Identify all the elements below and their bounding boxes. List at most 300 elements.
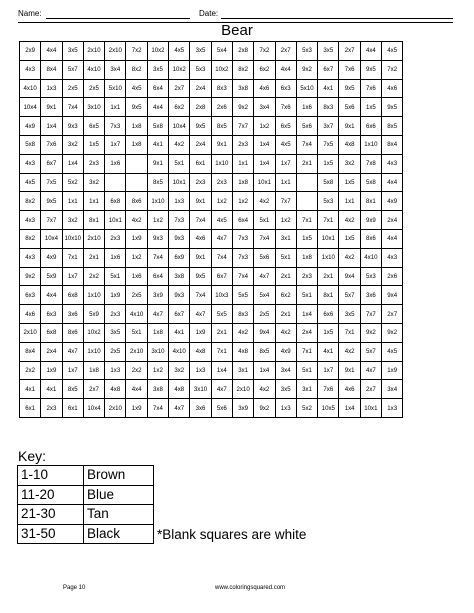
grid-cell: 9x2 [382,323,403,342]
grid-cell: 8x2 [20,192,41,211]
grid-cell: 1x3 [190,361,211,380]
grid-cell: 2x5 [105,342,126,361]
grid-cell: 3x4 [275,361,296,380]
grid-cell: 4x10 [83,60,104,79]
grid-cell: 2x8 [190,98,211,117]
key-row [18,524,154,544]
grid-cell: 7x7 [275,192,296,211]
grid-cell: 9x5 [126,98,147,117]
grid-cell: 3x2 [83,173,104,192]
grid-cell: 1x5 [339,173,360,192]
grid-row [20,98,403,117]
grid-cell: 4x10 [20,79,41,98]
grid-cell: 4x6 [20,305,41,324]
grid-cell: 4x1 [41,380,62,399]
grid-cell: 7x5 [318,135,339,154]
grid-cell: 2x5 [83,79,104,98]
grid-row [20,361,403,380]
grid-cell: 5x10 [296,79,317,98]
grid-cell: 4x4 [126,380,147,399]
grid-cell: 10x1 [169,173,190,192]
grid-cell: 1x1 [275,173,296,192]
grid-cell: 1x4 [211,361,232,380]
grid-cell: 8x2 [232,60,253,79]
grid-cell: 8x5 [254,342,275,361]
grid-row [20,305,403,324]
grid-cell: 1x6 [105,154,126,173]
grid-cell: 10x2 [211,60,232,79]
grid-cell: 4x3 [20,154,41,173]
grid-cell: 4x6 [382,79,403,98]
grid-cell: 2x10 [105,399,126,418]
grid-cell: 10x4 [169,117,190,136]
grid-cell: 3x8 [232,79,253,98]
grid-cell: 9x3 [169,286,190,305]
key-range: 21-30 [18,505,84,525]
grid-cell: 6x1 [190,154,211,173]
grid-cell: 7x5 [41,173,62,192]
grid-cell: 7x6 [339,60,360,79]
grid-cell: 1x5 [318,323,339,342]
grid-cell: 5x5 [232,286,253,305]
grid-cell: 4x6 [190,229,211,248]
grid-cell: 5x10 [105,79,126,98]
grid-cell: 4x7 [169,399,190,418]
grid-cell: 7x1 [296,211,317,230]
grid-cell: 6x2 [254,60,275,79]
key-range: 11-20 [18,485,84,505]
grid-cell: 4x7 [147,305,168,324]
grid-cell: 1x2 [254,117,275,136]
grid-cell: 2x8 [232,42,253,61]
grid-cell: 2x4 [190,135,211,154]
grid-cell: 7x4 [296,135,317,154]
grid-cell: 3x5 [190,42,211,61]
grid-cell: 6x2 [169,98,190,117]
grid-cell: 1x5 [318,154,339,173]
grid-cell: 7x1 [62,248,83,267]
grid-cell: 3x1 [275,229,296,248]
grid-cell: 9x3 [62,117,83,136]
grid-cell: 5x1 [296,286,317,305]
grid-cell: 4x9 [382,192,403,211]
grid-cell: 8x2 [126,60,147,79]
grid-cell: 3x6 [360,286,381,305]
grid-cell: 6x7 [318,60,339,79]
grid-row [20,42,403,61]
grid-cell: 7x1 [318,211,339,230]
grid-cell: 3x10 [83,98,104,117]
grid-cell: 5x8 [20,135,41,154]
grid-cell: 4x3 [382,248,403,267]
grid-cell: 5x6 [296,117,317,136]
grid-cell: 9x3 [147,229,168,248]
grid-cell: 4x8 [190,342,211,361]
grid-cell: 2x3 [211,173,232,192]
grid-cell: 6x5 [83,117,104,136]
grid-cell: 4x2 [339,211,360,230]
grid-cell: 5x4 [254,286,275,305]
grid-row [20,173,403,192]
grid-cell: 1x5 [360,98,381,117]
grid-cell: 1x7 [105,135,126,154]
grid-cell: 4x3 [20,248,41,267]
site-url: www.coloringsquared.com [215,585,286,591]
grid-cell: 1x6 [296,98,317,117]
grid-cell: 8x1 [360,192,381,211]
grid-cell: 4x8 [339,135,360,154]
grid-cell-blank [126,154,147,173]
grid-cell: 1x8 [232,173,253,192]
grid-cell: 7x6 [41,135,62,154]
grid-cell: 8x4 [41,60,62,79]
grid-cell: 4x8 [169,380,190,399]
grid-cell: 7x3 [232,229,253,248]
grid-cell: 3x6 [190,399,211,418]
grid-cell: 1x3 [105,361,126,380]
grid-cell: 5x3 [360,267,381,286]
color-key [17,465,154,544]
grid-cell: 9x1 [211,135,232,154]
grid-cell: 7x3 [232,248,253,267]
grid-cell: 7x4 [62,98,83,117]
grid-cell: 8x4 [20,342,41,361]
grid-cell: 4x1 [318,79,339,98]
grid-cell: 1x4 [339,399,360,418]
grid-cell: 8x4 [382,135,403,154]
grid-cell: 1x7 [62,267,83,286]
grid-cell: 1x9 [126,399,147,418]
grid-cell: 1x2 [232,192,253,211]
grid-cell: 4x2 [126,211,147,230]
grid-cell: 7x7 [232,117,253,136]
grid-cell: 3x9 [147,286,168,305]
grid-cell: 10x1 [105,211,126,230]
grid-cell: 10x5 [318,399,339,418]
grid-cell: 10x4 [41,229,62,248]
grid-row [20,342,403,361]
grid-cell: 1x7 [275,154,296,173]
grid-cell: 5x7 [339,286,360,305]
grid-cell: 5x6 [254,248,275,267]
grid-cell: 4x2 [232,323,253,342]
grid-cell: 9x2 [296,60,317,79]
grid-cell: 7x4 [190,286,211,305]
grid-cell: 1x9 [190,323,211,342]
grid-cell: 1x8 [126,117,147,136]
grid-cell: 2x1 [275,267,296,286]
grid-cell: 1x1 [62,192,83,211]
grid-row [20,267,403,286]
name-label: Name: [18,9,42,18]
grid-cell: 7x6 [360,79,381,98]
grid-cell: 10x10 [62,229,83,248]
grid-cell: 8x3 [211,79,232,98]
grid-cell: 1x10 [318,248,339,267]
grid-cell: 7x4 [190,211,211,230]
grid-cell: 2x1 [296,154,317,173]
grid-cell: 6x4 [147,79,168,98]
grid-cell: 4x4 [382,229,403,248]
grid-cell: 1x1 [105,98,126,117]
grid-cell: 1x9 [382,361,403,380]
grid-cell: 2x3 [190,173,211,192]
grid-cell: 4x5 [382,42,403,61]
grid-cell: 1x5 [339,229,360,248]
grid-cell-blank [126,173,147,192]
grid-cell: 9x1 [190,248,211,267]
grid-cell: 4x7 [211,380,232,399]
coloring-grid [19,41,403,418]
grid-cell: 5x1 [169,154,190,173]
grid-cell: 2x10 [83,229,104,248]
grid-cell: 2x7 [339,42,360,61]
grid-cell: 4x2 [169,135,190,154]
grid-cell: 2x7 [169,79,190,98]
grid-cell: 3x7 [318,117,339,136]
grid-cell: 1x7 [62,361,83,380]
grid-cell: 2x2 [126,361,147,380]
grid-cell: 3x10 [190,380,211,399]
grid-cell: 10x1 [318,229,339,248]
grid-cell: 9x3 [169,229,190,248]
grid-cell: 7x2 [126,42,147,61]
grid-cell-blank [296,173,317,192]
grid-cell: 9x5 [382,98,403,117]
grid-cell: 1x6 [126,267,147,286]
grid-cell: 10x2 [83,323,104,342]
grid-cell: 8x1 [318,286,339,305]
grid-cell: 1x4 [254,154,275,173]
grid-cell: 1x9 [41,361,62,380]
grid-cell: 4x3 [20,60,41,79]
grid-cell-blank [296,192,317,211]
grid-cell: 4x4 [382,173,403,192]
grid-cell: 9x5 [339,79,360,98]
grid-cell: 1x4 [254,361,275,380]
grid-cell: 7x1 [211,342,232,361]
grid-cell: 5x8 [318,173,339,192]
grid-cell: 6x4 [147,267,168,286]
grid-cell: 4x8 [105,380,126,399]
grid-cell: 4x5 [126,79,147,98]
grid-cell: 8x2 [20,229,41,248]
grid-cell: 10x3 [211,286,232,305]
grid-cell: 8x3 [232,305,253,324]
grid-cell: 4x7 [62,342,83,361]
grid-row [20,211,403,230]
grid-cell: 1x1 [232,154,253,173]
grid-cell: 4x7 [211,229,232,248]
grid-cell: 2x10 [105,42,126,61]
grid-cell: 9x2 [360,323,381,342]
grid-cell: 5x8 [360,173,381,192]
grid-cell: 9x1 [190,192,211,211]
grid-cell: 2x3 [83,154,104,173]
grid-cell: 4x5 [211,211,232,230]
grid-cell: 2x4 [190,79,211,98]
grid-row [20,286,403,305]
grid-cell: 1x9 [105,286,126,305]
grid-cell: 4x4 [275,60,296,79]
grid-cell: 1x6 [105,248,126,267]
grid-cell: 7x8 [360,154,381,173]
grid-row [20,117,403,136]
header [18,10,453,21]
grid-cell: 2x1 [275,305,296,324]
grid-cell: 3x5 [62,42,83,61]
grid-cell: 5x6 [339,98,360,117]
grid-cell: 2x7 [83,380,104,399]
grid-cell: 9x1 [147,154,168,173]
grid-cell: 1x3 [275,399,296,418]
grid-cell: 1x2 [211,192,232,211]
grid-cell: 10x4 [20,98,41,117]
grid-cell: 6x7 [169,305,190,324]
date-line [221,18,453,19]
grid-cell: 6x7 [41,154,62,173]
grid-cell: 4x5 [275,135,296,154]
key-row [18,485,154,505]
grid-cell: 6x5 [275,117,296,136]
grid-cell: 2x9 [20,42,41,61]
grid-cell: 1x10 [360,135,381,154]
grid-cell: 6x1 [20,399,41,418]
grid-cell: 7x1 [296,342,317,361]
grid-cell: 9x5 [190,267,211,286]
grid-cell: 6x8 [105,192,126,211]
grid-cell: 4x9 [20,117,41,136]
grid-cell: 1x2 [147,211,168,230]
grid-cell: 5x1 [296,361,317,380]
grid-cell: 1x10 [83,342,104,361]
grid-cell: 5x3 [318,192,339,211]
grid-cell: 4x2 [339,248,360,267]
grid-cell: 6x9 [169,248,190,267]
grid-cell: 6x1 [62,399,83,418]
grid-cell: 2x10 [83,42,104,61]
grid-cell: 7x2 [382,60,403,79]
grid-cell: 3x4 [105,60,126,79]
grid-cell: 5x9 [83,305,104,324]
grid-cell: 7x1 [339,323,360,342]
grid-cell: 5x3 [190,60,211,79]
grid-cell: 3x5 [147,60,168,79]
grid-body [20,42,403,418]
date-label: Date: [199,9,219,18]
grid-cell: 1x1 [83,192,104,211]
grid-cell: 2x5 [62,79,83,98]
grid-cell: 3x6 [62,305,83,324]
grid-cell: 8x6 [62,323,83,342]
grid-cell: 1x9 [126,229,147,248]
grid-row [20,192,403,211]
grid-cell: 1x10 [211,154,232,173]
grid-cell: 5x1 [275,248,296,267]
grid-cell: 4x9 [41,248,62,267]
grid-cell: 3x8 [169,267,190,286]
grid-cell: 4x5 [169,42,190,61]
grid-cell: 3x1 [232,361,253,380]
grid-cell: 8x5 [147,173,168,192]
grid-cell: 7x4 [147,399,168,418]
grid-cell: 1x8 [147,323,168,342]
grid-cell: 5x7 [62,60,83,79]
grid-cell: 4x4 [360,42,381,61]
grid-cell: 7x3 [105,117,126,136]
grid-cell: 3x10 [147,342,168,361]
grid-cell: 2x5 [126,286,147,305]
grid-cell: 4x2 [254,380,275,399]
grid-cell: 1x2 [126,248,147,267]
grid-cell: 7x2 [254,42,275,61]
grid-cell: 4x10 [169,342,190,361]
grid-cell: 4x7 [190,305,211,324]
grid-cell: 7x3 [169,211,190,230]
grid-cell: 2x6 [382,267,403,286]
grid-cell: 3x1 [296,380,317,399]
grid-cell: 4x4 [147,98,168,117]
grid-cell: 2x10 [20,323,41,342]
grid-cell: 7x4 [232,267,253,286]
grid-cell: 5x2 [296,399,317,418]
grid-cell: 1x1 [339,192,360,211]
grid-cell: 1x3 [382,399,403,418]
grid-cell: 2x3 [41,399,62,418]
grid-cell: 4x3 [20,211,41,230]
grid-cell: 2x2 [20,361,41,380]
grid-cell: 7x4 [147,248,168,267]
grid-cell: 4x1 [147,135,168,154]
grid-cell: 9x4 [382,286,403,305]
page-title: Bear [221,22,253,39]
grid-cell: 6x8 [62,286,83,305]
grid-cell: 5x1 [126,323,147,342]
grid-cell: 1x4 [254,135,275,154]
grid-row [20,323,403,342]
grid-cell: 4x2 [339,342,360,361]
grid-cell: 4x10 [360,248,381,267]
grid-cell: 9x9 [360,211,381,230]
grid-cell: 4x7 [254,267,275,286]
grid-cell: 10x4 [83,399,104,418]
page-number: Page 10 [63,585,86,591]
grid-cell: 9x4 [254,323,275,342]
key-range: 31-50 [18,524,84,544]
grid-cell: 6x6 [360,117,381,136]
grid-cell: 10x2 [169,60,190,79]
grid-cell: 9x5 [190,117,211,136]
key-row [18,505,154,525]
grid-row [20,248,403,267]
grid-cell: 2x1 [83,248,104,267]
grid-cell: 9x1 [339,361,360,380]
grid-cell: 2x5 [254,305,275,324]
grid-cell: 2x3 [232,135,253,154]
grid-cell: 2x10 [126,342,147,361]
grid-cell: 2x7 [275,42,296,61]
grid-cell: 3x5 [275,380,296,399]
grid-cell: 2x4 [296,323,317,342]
grid-row [20,135,403,154]
grid-row [20,229,403,248]
grid-cell: 4x10 [126,305,147,324]
grid-cell: 2x3 [105,305,126,324]
grid-cell: 7x7 [360,305,381,324]
grid-cell: 1x8 [296,248,317,267]
grid-cell: 1x3 [41,79,62,98]
grid-cell: 9x2 [254,399,275,418]
